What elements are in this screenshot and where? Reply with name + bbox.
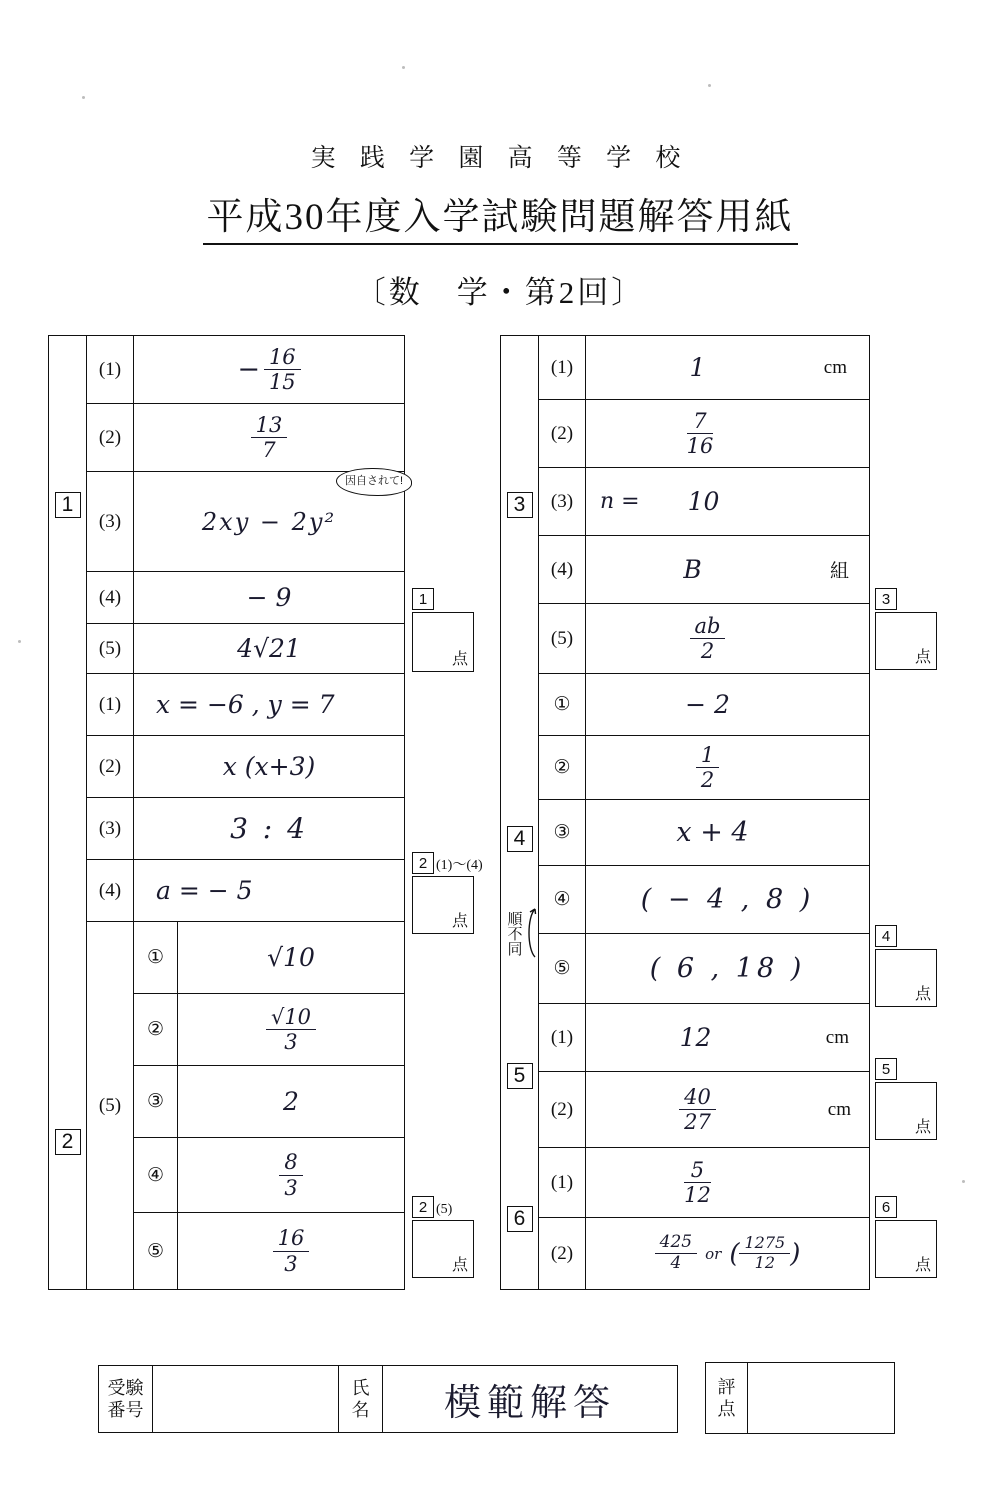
answer-value[interactable]: 3 : 4 [230, 812, 308, 845]
score-box-3: 3 点 [875, 588, 937, 670]
answer-value[interactable]: − $\frac{16}{15}$ [134, 336, 404, 403]
answer-row: (1) 1 cm [539, 336, 869, 400]
answer-value[interactable]: √10 [267, 943, 315, 972]
footer-identity-box [98, 1365, 678, 1433]
exam-number-label: 受験 番号 [99, 1366, 153, 1432]
score-box-5: 5 点 [875, 1058, 937, 1140]
exam-number-field[interactable] [153, 1366, 339, 1432]
answer-row: ① − 2 [539, 674, 869, 736]
name-field[interactable]: 模範解答 [444, 1381, 616, 1424]
answer-row: (1) x = −6 , y = 7 [87, 674, 404, 736]
scan-speck [18, 640, 21, 643]
answer-row: ② $\frac{1}{2}$ [539, 736, 869, 800]
answer-row: (3) n = 10 [539, 468, 869, 536]
answer-row: ⑤ ( 6 , 18 ) [539, 934, 869, 1004]
answer-row: ④ $\frac{8}{3}$ [134, 1138, 404, 1213]
answer-value[interactable]: n = 10 [600, 487, 720, 516]
score-box-6: 6 点 [875, 1196, 937, 1278]
answer-value[interactable]: $\frac{ab}{2}$ [586, 604, 869, 673]
answer-value[interactable]: ( − 4 , 8 ) [640, 884, 815, 915]
answer-value[interactable]: x + 4 [676, 817, 749, 848]
question-number-3: 3 [501, 336, 539, 674]
answer-value[interactable]: $\frac{425}{4}$ or ( $\frac{1275}{12}$ ) [586, 1218, 869, 1289]
answer-row: (4) B 組 [539, 536, 869, 604]
answer-value[interactable]: $\frac{5}{12}$ [684, 1157, 711, 1207]
answer-row: ④ ( − 4 , 8 ) [539, 866, 869, 934]
answer-row: (5) $\frac{ab}{2}$ [539, 604, 869, 674]
question-number-4: 4 [501, 674, 539, 1004]
answer-value[interactable]: 2 [283, 1087, 299, 1116]
right-answer-table [500, 335, 870, 1290]
score-box-4: 4 点 [875, 925, 937, 1007]
answer-value[interactable]: 4√21 [237, 634, 301, 663]
answer-value[interactable]: $\frac{13}{7}$ [134, 404, 404, 471]
question-number-6: 6 [501, 1148, 539, 1289]
question-number-1: 1 [49, 336, 87, 674]
subject-subtitle: 〔数 学・第2回〕 [354, 275, 646, 310]
answer-row: (2) x (x+3) [87, 736, 404, 798]
answer-value[interactable]: $\frac{7}{16}$ [686, 408, 714, 458]
name-label: 氏 名 [339, 1366, 383, 1432]
school-name: 実 践 学 園 高 等 学 校 [310, 145, 690, 172]
answer-row: (1) $\frac{5}{12}$ [539, 1148, 869, 1218]
answer-row: (2) $\frac{7}{16}$ [539, 400, 869, 468]
answer-row: (3) 2xy − 2y² [87, 472, 404, 572]
answer-value[interactable]: $\frac{8}{3}$ [178, 1138, 404, 1212]
total-score-field[interactable] [748, 1363, 894, 1433]
answer-value[interactable]: $\frac{40}{27}$ cm [586, 1072, 869, 1147]
answer-value[interactable]: B 組 [683, 555, 849, 584]
answer-row: ① √10 [134, 922, 404, 994]
answer-row: ⑤ $\frac{16}{3}$ [134, 1213, 404, 1289]
answer-row: (2) $\frac{13}{7}$ [87, 404, 404, 472]
answer-value[interactable]: $\frac{1}{2}$ [586, 736, 869, 799]
answer-value[interactable]: 12 cm [679, 1023, 849, 1052]
teacher-annotation-bubble: 因自されて! [336, 468, 412, 496]
score-box-2-1-4: 2 (1)〜(4) 点 [412, 852, 483, 934]
footer-score-box [705, 1362, 895, 1434]
answer-row: ③ 2 [134, 1066, 404, 1138]
answer-row: ③ x + 4 [539, 800, 869, 866]
answer-row: (4) − 9 [87, 572, 404, 624]
page-title: 平成30年度入学試験問題解答用紙 [203, 186, 798, 245]
brace-arrow-icon [523, 905, 539, 961]
answer-value[interactable]: − 9 [246, 583, 292, 612]
answer-row: (2) $\frac{425}{4}$ or ( $\frac{1275}{12}$ ) [539, 1218, 869, 1289]
jun-fudo-note: 順不同 [505, 905, 539, 961]
total-score-label: 評 点 [706, 1363, 748, 1433]
score-box-2-5: 2 (5) 点 [412, 1196, 474, 1278]
answer-row: (2) $\frac{40}{27}$ cm [539, 1072, 869, 1148]
scan-speck [962, 1180, 965, 1183]
answer-value[interactable]: $\frac{16}{3}$ [178, 1213, 404, 1289]
answer-value[interactable]: x (x+3) [222, 752, 316, 781]
answer-value[interactable]: a = − 5 [156, 876, 253, 905]
answer-value[interactable]: $\frac{√10}{3}$ [178, 994, 404, 1065]
question-number-5: 5 [501, 1004, 539, 1148]
answer-value[interactable]: 2xy − 2y² [201, 507, 337, 536]
answer-row: (3) 3 : 4 [87, 798, 404, 860]
question-number-2: 2 [49, 674, 87, 1289]
answer-row: ② $\frac{√10}{3}$ [134, 994, 404, 1066]
answer-value[interactable]: x = −6 , y = 7 [156, 690, 335, 719]
answer-value[interactable]: ( 6 , 18 ) [649, 953, 806, 984]
answer-value[interactable]: 1 cm [689, 353, 847, 382]
document-header [0, 0, 1000, 312]
answer-row: (1) 12 cm [539, 1004, 869, 1072]
answer-value[interactable]: − 2 [685, 690, 730, 719]
answer-row: (5) 4√21 [87, 624, 404, 674]
answer-row: (4) a = − 5 [87, 860, 404, 922]
score-box-1: 1 点 [412, 588, 474, 672]
answer-row: (1) − $\frac{16}{15}$ [87, 336, 404, 404]
sub-question-label-5: (5) [87, 922, 134, 1289]
